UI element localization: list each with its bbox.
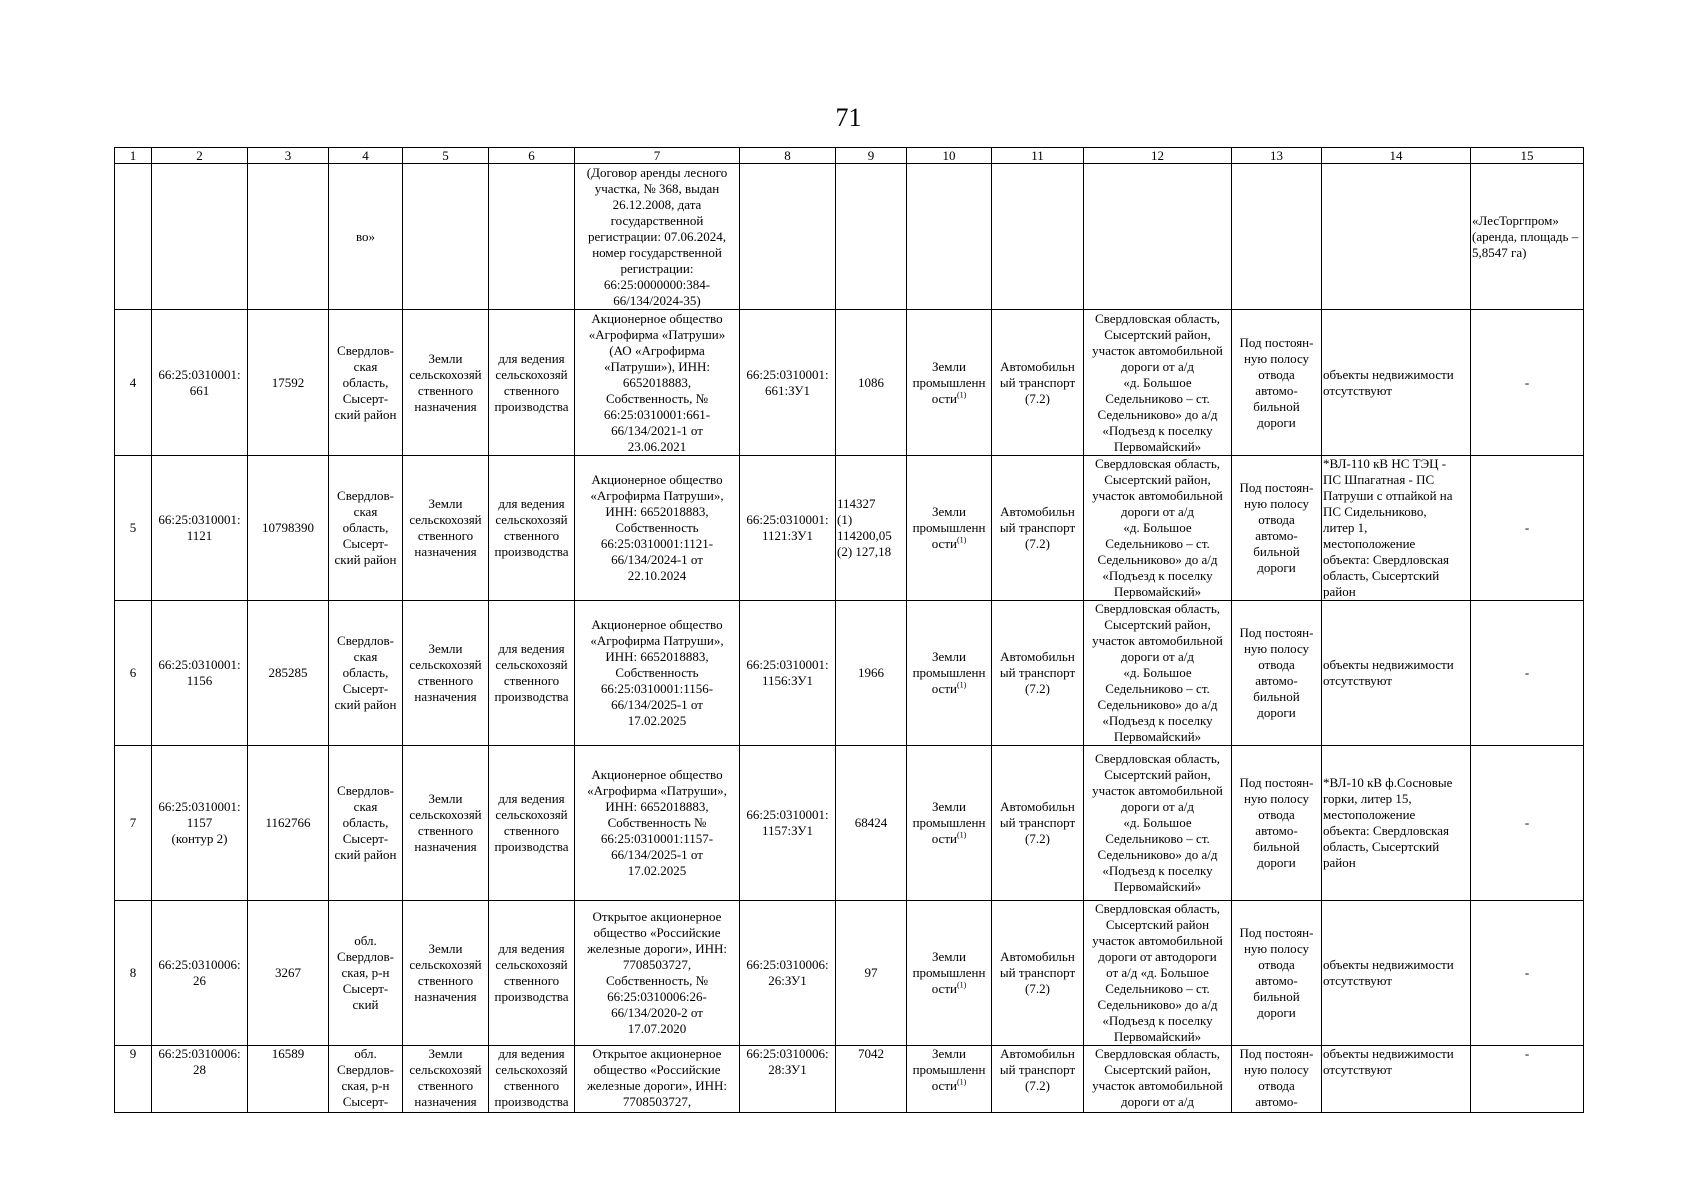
plot-location-cell bbox=[1084, 1046, 1232, 1113]
new-plot-area-cell bbox=[836, 601, 907, 746]
rights-holder-cell bbox=[575, 601, 740, 746]
new-permitted-use-cell bbox=[992, 1046, 1084, 1113]
encumbrances-cell bbox=[1471, 601, 1584, 746]
area-cell bbox=[248, 164, 329, 310]
cell-text: 68424 bbox=[854, 815, 888, 830]
row-number-cell bbox=[115, 456, 152, 601]
cell-text: 66:25:0310006: 28 bbox=[158, 1046, 241, 1077]
encumbrances-cell bbox=[1471, 901, 1584, 1046]
cell-text: для ведения сельскохозяй ственного производства bbox=[494, 641, 569, 704]
cell-text: - bbox=[1524, 815, 1530, 830]
cell-text: *ВЛ-10 кВ ф.Сосновые горки, литер 15, местоположение объекта: Свердловская область, Сысертский район bbox=[1323, 775, 1453, 870]
page-number: 71 bbox=[835, 103, 862, 132]
cell-text: Автомобильн ый транспорт (7.2) bbox=[999, 504, 1076, 551]
cell-text: 1162766 bbox=[265, 815, 311, 830]
cell-text: Земли сельскохозяй ственного назначения bbox=[409, 791, 482, 854]
plot-location-cell bbox=[1084, 601, 1232, 746]
cell-text: 6 bbox=[129, 665, 137, 680]
column-number: 6 bbox=[489, 148, 575, 164]
cadastral-number-cell bbox=[152, 746, 248, 901]
purpose-cell bbox=[1232, 746, 1322, 901]
plot-location-cell bbox=[1084, 901, 1232, 1046]
row-number-cell bbox=[115, 601, 152, 746]
new-plot-number-cell bbox=[740, 164, 836, 310]
cadastral-number-cell bbox=[152, 901, 248, 1046]
rights-holder-cell bbox=[575, 1046, 740, 1113]
cadastral-number-cell bbox=[152, 601, 248, 746]
cell-text: 7 bbox=[129, 815, 137, 830]
cell-text: Свердловская область, Сысертский район, участок автомобильной дороги от а/д «д. Большое Седельниково – ст. Седельниково» до а/д «Подъезд к поселку Первомайский» bbox=[1092, 601, 1223, 744]
cell-text: 66:25:0310001: 1157 (контур 2) bbox=[158, 799, 241, 846]
table-row bbox=[115, 1046, 1584, 1113]
cell-text: Земли промышленн ости bbox=[912, 949, 986, 996]
table-row bbox=[115, 746, 1584, 901]
objects-cell bbox=[1322, 746, 1471, 901]
cell-text: Под постоян- ную полосу отвода автомо- бильной дороги bbox=[1239, 775, 1314, 870]
table-row bbox=[115, 456, 1584, 601]
cell-text: Свердловская область, Сысертский район, участок автомобильной дороги от а/д «д. Большое Седельниково – ст. Седельниково» до а/д «Подъезд к поселку Первомайский» bbox=[1092, 310, 1223, 454]
new-plot-number-cell bbox=[740, 746, 836, 901]
cell-text: 285285 bbox=[268, 665, 308, 680]
new-plot-number-cell bbox=[740, 1046, 836, 1113]
encumbrances-cell bbox=[1471, 1046, 1584, 1113]
cell-text: Автомобильн ый транспорт (7.2) bbox=[999, 949, 1076, 996]
cell-text: 66:25:0310001: 1121:ЗУ1 bbox=[746, 512, 829, 543]
cell-text: Акционерное общество «Агрофирма Патруши», ИНН: 6652018883, Собственность 66:25:0310001:1156- 66/134/2025-1 от 17.02.2025 bbox=[590, 617, 724, 728]
column-number: 7 bbox=[575, 148, 740, 164]
cell-text: 9 bbox=[129, 1046, 137, 1061]
cell-text: 114327 (1) 114200,05 (2) 127,18 bbox=[837, 496, 892, 559]
cell-text: обл. Свердлов- ская, р-н Сысерт- ский bbox=[337, 933, 394, 1012]
column-number: 12 bbox=[1084, 148, 1232, 164]
column-number: 3 bbox=[248, 148, 329, 164]
plot-location-cell bbox=[1084, 164, 1232, 310]
footnote-marker: (1) bbox=[956, 535, 967, 545]
objects-cell bbox=[1322, 456, 1471, 601]
cell-text: Автомобильн ый транспорт (7.2) bbox=[999, 649, 1076, 696]
area-cell bbox=[248, 746, 329, 901]
cell-text: Земли промышленн ости bbox=[912, 1046, 986, 1093]
objects-cell bbox=[1322, 901, 1471, 1046]
column-number: 1 bbox=[115, 148, 152, 164]
cell-text: Автомобильн ый транспорт (7.2) bbox=[999, 1046, 1076, 1093]
location-cell bbox=[329, 164, 403, 310]
cell-text: Земли сельскохозяй ственного назначения bbox=[409, 496, 482, 559]
permitted-use-cell bbox=[489, 310, 575, 456]
new-plot-area-cell bbox=[836, 456, 907, 601]
land-category-cell bbox=[403, 310, 489, 456]
cell-text: Земли сельскохозяй ственного назначения bbox=[409, 641, 482, 704]
cell-text: 66:25:0310001: 1157:ЗУ1 bbox=[746, 807, 829, 838]
land-category-cell bbox=[403, 456, 489, 601]
cell-text: Свердлов- ская область, Сысерт- ский район bbox=[334, 342, 397, 422]
cell-text: Земли сельскохозяй ственного назначения bbox=[409, 350, 482, 414]
permitted-use-cell bbox=[489, 601, 575, 746]
location-cell bbox=[329, 901, 403, 1046]
column-number: 8 bbox=[740, 148, 836, 164]
cell-text: 66:25:0310001: 1156 bbox=[158, 657, 241, 688]
land-category-cell bbox=[403, 1046, 489, 1113]
cell-text: - bbox=[1524, 374, 1530, 390]
rights-holder-cell bbox=[575, 746, 740, 901]
area-cell bbox=[248, 310, 329, 456]
land-category-cell bbox=[403, 746, 489, 901]
footnote-marker: (1) bbox=[956, 980, 967, 990]
cell-text: *ВЛ-110 кВ НС ТЭЦ - ПС Шпагатная - ПС Патруши с отпайкой на ПС Сидельниково, литер 1, местоположение объекта: Свердловская область, Сысертский район bbox=[1323, 456, 1453, 599]
cell-text: 66:25:0310006: 28:ЗУ1 bbox=[746, 1046, 829, 1077]
purpose-cell bbox=[1232, 310, 1322, 456]
new-plot-number-cell bbox=[740, 901, 836, 1046]
location-cell bbox=[329, 601, 403, 746]
footnote-marker: (1) bbox=[956, 830, 967, 840]
cell-text: 5 bbox=[129, 520, 137, 535]
location-cell bbox=[329, 746, 403, 901]
plot-location-cell bbox=[1084, 456, 1232, 601]
cell-text: - bbox=[1524, 965, 1530, 980]
column-number: 9 bbox=[836, 148, 907, 164]
cell-text: для ведения сельскохозяй ственного производства bbox=[494, 941, 569, 1004]
cell-text: (Договор аренды лесного участка, № 368, выдан 26.12.2008, дата государственной регистрации: 07.06.2024, номер государственной регистрации: 66:25:0000000:384- 66/134/2024-35) bbox=[586, 164, 728, 308]
row-number-cell bbox=[115, 901, 152, 1046]
footnote-marker: (1) bbox=[956, 1077, 967, 1087]
cell-text: для ведения сельскохозяй ственного производства bbox=[494, 791, 569, 854]
permitted-use-cell bbox=[489, 164, 575, 310]
cell-text: - bbox=[1524, 520, 1530, 535]
cell-text: Акционерное общество «Агрофирма «Патруши» (АО «Агрофирма «Патруши»), ИНН: 6652018883, Собственность, № 66:25:0310001:661- 66/134/2021-1 от 23.06.2021 bbox=[588, 310, 726, 454]
new-category-cell bbox=[907, 901, 992, 1046]
row-number-cell bbox=[115, 1046, 152, 1113]
plot-location-cell bbox=[1084, 310, 1232, 456]
cell-text: объекты недвижимости отсутствуют bbox=[1323, 1046, 1454, 1077]
area-cell bbox=[248, 456, 329, 601]
encumbrances-cell bbox=[1471, 746, 1584, 901]
purpose-cell bbox=[1232, 601, 1322, 746]
cell-text: 3267 bbox=[275, 965, 301, 980]
new-plot-number-cell bbox=[740, 310, 836, 456]
cell-text: объекты недвижимости отсутствуют bbox=[1323, 657, 1454, 688]
new-permitted-use-cell bbox=[992, 746, 1084, 901]
rights-holder-cell bbox=[575, 310, 740, 456]
table-row bbox=[115, 601, 1584, 746]
area-cell bbox=[248, 901, 329, 1046]
new-plot-area-cell bbox=[836, 746, 907, 901]
column-number: 15 bbox=[1471, 148, 1584, 164]
table-row bbox=[115, 310, 1584, 456]
cell-text: 7042 bbox=[858, 1046, 884, 1061]
cell-text: Земли промышленн ости bbox=[912, 358, 986, 406]
cell-text: - bbox=[1524, 665, 1530, 680]
column-number: 2 bbox=[152, 148, 248, 164]
table-row bbox=[115, 901, 1584, 1046]
cell-text: объекты недвижимости отсутствуют bbox=[1323, 366, 1454, 398]
cell-text: Земли сельскохозяй ственного назначения bbox=[409, 1046, 482, 1109]
cell-text: 66:25:0310006: 26:ЗУ1 bbox=[746, 957, 829, 988]
new-plot-area-cell bbox=[836, 1046, 907, 1113]
cell-text: 17592 bbox=[271, 374, 305, 390]
cadastral-number-cell bbox=[152, 1046, 248, 1113]
cell-text: 66:25:0310006: 26 bbox=[158, 957, 241, 988]
footnote-marker: (1) bbox=[956, 680, 967, 690]
cell-text: Автомобильн ый транспорт (7.2) bbox=[999, 799, 1076, 846]
column-number: 4 bbox=[329, 148, 403, 164]
new-category-cell bbox=[907, 601, 992, 746]
cell-text: объекты недвижимости отсутствуют bbox=[1323, 957, 1454, 988]
column-number: 5 bbox=[403, 148, 489, 164]
row-number-cell bbox=[115, 164, 152, 310]
cell-text: Свердлов- ская область, Сысерт- ский район bbox=[334, 783, 397, 862]
permitted-use-cell bbox=[489, 746, 575, 901]
cadastral-number-cell bbox=[152, 164, 248, 310]
cell-text: 16589 bbox=[271, 1046, 305, 1061]
encumbrances-cell bbox=[1471, 310, 1584, 456]
encumbrances-cell bbox=[1471, 456, 1584, 601]
cell-text: обл. Свердлов- ская, р-н Сысерт- bbox=[337, 1046, 394, 1109]
cell-text: Земли сельскохозяй ственного назначения bbox=[409, 941, 482, 1004]
purpose-cell bbox=[1232, 1046, 1322, 1113]
cadastral-number-cell bbox=[152, 456, 248, 601]
objects-cell bbox=[1322, 310, 1471, 456]
rights-holder-cell bbox=[575, 456, 740, 601]
cell-text: 66:25:0310001: 1156:ЗУ1 bbox=[746, 657, 829, 688]
new-permitted-use-cell bbox=[992, 310, 1084, 456]
location-cell bbox=[329, 1046, 403, 1113]
cell-text: 8 bbox=[129, 965, 137, 980]
permitted-use-cell bbox=[489, 901, 575, 1046]
cell-text: Земли промышленн ости bbox=[912, 504, 986, 551]
cell-text: Земли промышленн ости bbox=[912, 799, 986, 846]
cell-text: Под постоян- ную полосу отвода автомо- бильной дороги bbox=[1239, 480, 1314, 575]
column-number: 10 bbox=[907, 148, 992, 164]
cell-text: Свердловская область, Сысертский район, участок автомобильной дороги от а/д bbox=[1092, 1046, 1223, 1109]
new-permitted-use-cell bbox=[992, 456, 1084, 601]
cell-text: для ведения сельскохозяй ственного производства bbox=[494, 496, 569, 559]
objects-cell bbox=[1322, 164, 1471, 310]
cadastral-number-cell bbox=[152, 310, 248, 456]
cell-text: 97 bbox=[864, 965, 878, 980]
permitted-use-cell bbox=[489, 456, 575, 601]
land-category-cell bbox=[403, 601, 489, 746]
purpose-cell bbox=[1232, 456, 1322, 601]
cell-text: 66:25:0310001: 1121 bbox=[158, 512, 241, 543]
new-permitted-use-cell bbox=[992, 601, 1084, 746]
cell-text: 4 bbox=[129, 374, 137, 390]
cell-text: для ведения сельскохозяй ственного производства bbox=[494, 1046, 569, 1109]
new-category-cell bbox=[907, 164, 992, 310]
cell-text: - bbox=[1524, 1046, 1530, 1061]
cell-text: Свердловская область, Сысертский район участок автомобильной дороги от автодороги от а/д «д. Большое Седельниково – ст. Седельниково» до а/д «Подъезд к поселку Первомайский» bbox=[1092, 901, 1223, 1044]
location-cell bbox=[329, 310, 403, 456]
new-plot-area-cell bbox=[836, 310, 907, 456]
land-category-cell bbox=[403, 164, 489, 310]
cell-text: 1086 bbox=[858, 374, 884, 390]
cell-text: 10798390 bbox=[262, 520, 314, 535]
cell-text: Под постоян- ную полосу отвода автомо- бильной дороги bbox=[1239, 925, 1314, 1020]
encumbrances-cell bbox=[1471, 164, 1584, 310]
column-number: 13 bbox=[1232, 148, 1322, 164]
row-number-cell bbox=[115, 746, 152, 901]
cell-text: Акционерное общество «Агрофирма «Патруши», ИНН: 6652018883, Собственность № 66:25:0310001:1157- 66/134/2025-1 от 17.02.2025 bbox=[587, 767, 727, 878]
column-number-row bbox=[115, 148, 1584, 164]
column-number: 14 bbox=[1322, 148, 1471, 164]
column-number: 11 bbox=[992, 148, 1084, 164]
cell-text: Под постоян- ную полосу отвода автомо- бильной дороги bbox=[1239, 625, 1314, 720]
cell-text: Свердлов- ская область, Сысерт- ский район bbox=[334, 633, 397, 712]
area-cell bbox=[248, 601, 329, 746]
purpose-cell bbox=[1232, 164, 1322, 310]
cell-text: Свердловская область, Сысертский район, участок автомобильной дороги от а/д «д. Большое Седельниково – ст. Седельниково» до а/д «Подъезд к поселку Первомайский» bbox=[1092, 456, 1223, 599]
row-number-cell bbox=[115, 310, 152, 456]
plot-location-cell bbox=[1084, 746, 1232, 901]
new-category-cell bbox=[907, 310, 992, 456]
permitted-use-cell bbox=[489, 1046, 575, 1113]
area-cell bbox=[248, 1046, 329, 1113]
new-category-cell bbox=[907, 456, 992, 601]
location-cell bbox=[329, 456, 403, 601]
cell-text: Под постоян- ную полосу отвода автомо- bbox=[1239, 1046, 1314, 1109]
rights-holder-cell bbox=[575, 164, 740, 310]
objects-cell bbox=[1322, 601, 1471, 746]
new-permitted-use-cell bbox=[992, 901, 1084, 1046]
cell-text: Свердлов- ская область, Сысерт- ский район bbox=[334, 488, 397, 567]
new-category-cell bbox=[907, 746, 992, 901]
table-row bbox=[115, 164, 1584, 310]
objects-cell bbox=[1322, 1046, 1471, 1113]
cell-text: Под постоян- ную полосу отвода автомо- бильной дороги bbox=[1239, 334, 1314, 430]
footnote-marker: (1) bbox=[956, 390, 967, 400]
cell-text: Земли промышленн ости bbox=[912, 649, 986, 696]
cell-text: 66:25:0310001: 661:ЗУ1 bbox=[746, 366, 829, 398]
cell-text: Свердловская область, Сысертский район, участок автомобильной дороги от а/д «д. Большое Седельниково – ст. Седельниково» до а/д «Подъезд к поселку Первомайский» bbox=[1092, 751, 1223, 894]
new-plot-area-cell bbox=[836, 901, 907, 1046]
new-plot-number-cell bbox=[740, 601, 836, 746]
cell-text: Автомобильн ый транспорт (7.2) bbox=[999, 358, 1076, 406]
cell-text: Открытое акционерное общество «Российские железные дороги», ИНН: 7708503727, Собственность, № 66:25:0310006:26- 66/134/2020-2 от 17.07.2020 bbox=[586, 909, 728, 1036]
cell-text: Открытое акционерное общество «Российские железные дороги», ИНН: 7708503727, bbox=[586, 1046, 728, 1109]
new-plot-area-cell bbox=[836, 164, 907, 310]
purpose-cell bbox=[1232, 901, 1322, 1046]
new-plot-number-cell bbox=[740, 456, 836, 601]
new-permitted-use-cell bbox=[992, 164, 1084, 310]
cell-text: 66:25:0310001: 661 bbox=[158, 366, 241, 398]
land-category-cell bbox=[403, 901, 489, 1046]
rights-holder-cell bbox=[575, 901, 740, 1046]
cell-text: для ведения сельскохозяй ственного производства bbox=[494, 350, 569, 414]
new-category-cell bbox=[907, 1046, 992, 1113]
cell-text: 1966 bbox=[858, 665, 884, 680]
cell-text: Акционерное общество «Агрофирма Патруши», ИНН: 6652018883, Собственность 66:25:0310001:1121- 66/134/2024-1 от 22.10.2024 bbox=[590, 472, 724, 583]
cell-text: во» bbox=[355, 228, 376, 244]
cell-text: «ЛесТоргпром» (аренда, площадь – 5,8547 га) bbox=[1472, 212, 1579, 260]
land-plots-table bbox=[114, 147, 1584, 1113]
